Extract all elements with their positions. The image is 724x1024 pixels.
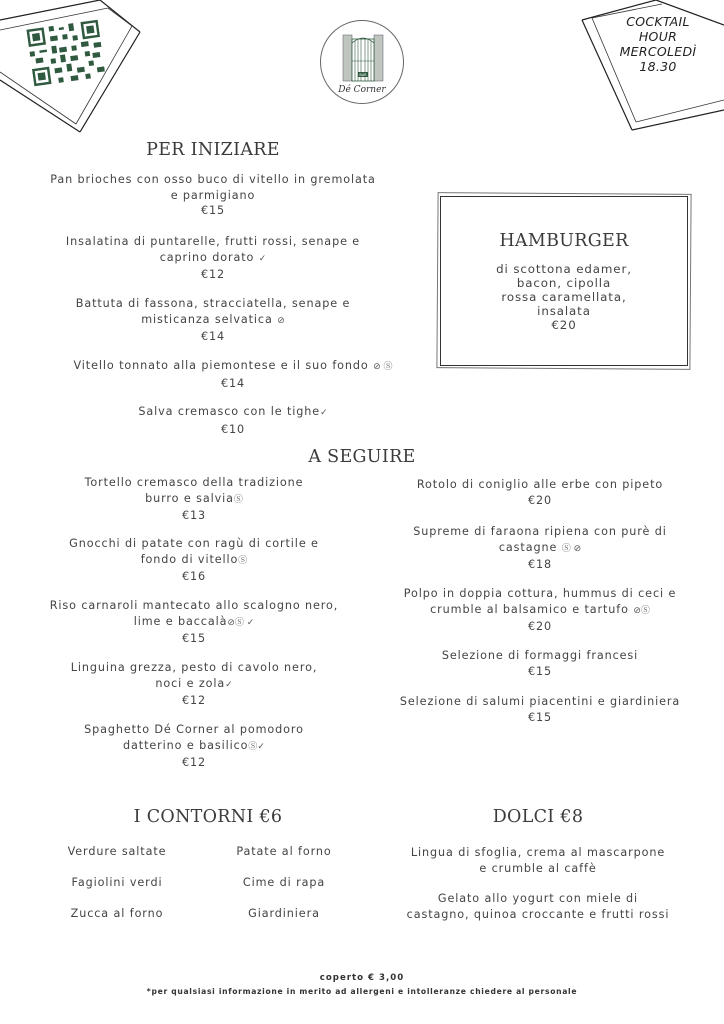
menu-item: [20, 358, 446, 391]
allergen-note: *per qualsiasi informazione in merito ad allergeni e intolleranze chiedere al personale: [146, 987, 578, 996]
item-line: Lingua di sfoglia, crema al mascarpone: [410, 846, 666, 859]
item-line: Linguina grezza, pesto di cavolo nero,: [70, 661, 318, 674]
side-item: Fagiolini verdi: [71, 876, 163, 889]
item-price: €14: [220, 376, 246, 390]
item-line: e crumble al caffè: [479, 861, 597, 875]
sides-heading: I CONTORNI €6: [133, 807, 283, 827]
item-line: crumble al balsamico e tartufo: [430, 602, 629, 616]
side-item: Cime di rapa: [242, 876, 326, 889]
promo-line: 18.30: [639, 59, 677, 74]
item-price: €13: [181, 509, 207, 522]
dietary-icons: ✓: [258, 253, 267, 264]
dietary-icons: Ⓢ ⊘: [561, 543, 582, 554]
item-price: €14: [200, 330, 226, 343]
item-price: €12: [181, 694, 207, 707]
item-price: €10: [220, 422, 246, 436]
dietary-icons: ⊘: [277, 315, 285, 326]
dessert-item: [378, 845, 698, 876]
menu-item: [370, 586, 710, 635]
item-line: Gelato allo yogurt con miele di: [437, 892, 639, 905]
qr-code-area: [0, 0, 150, 150]
menu-item: [20, 404, 446, 437]
item-price: €20: [527, 493, 553, 507]
item-line: Polpo in doppia cottura, hummus di ceci e: [403, 587, 677, 600]
feature-line: rossa caramellata,: [501, 290, 627, 304]
side-item: Patate al forno: [236, 845, 332, 858]
mains-heading: A SEGUIRE: [308, 447, 416, 467]
side-item: Zucca al forno: [70, 907, 164, 920]
item-price: €15: [527, 664, 553, 678]
promo-line: HOUR: [638, 29, 678, 44]
menu-item: [370, 524, 710, 573]
item-line: Spaghetto Dé Corner al pomodoro: [84, 723, 304, 736]
item-line: Insalatina di puntarelle, frutti rossi, senape e: [65, 235, 361, 248]
feature-line: insalata: [537, 304, 591, 318]
item-line: castagne: [498, 540, 558, 554]
item-line: Supreme di faraona ripiena con purè di: [413, 525, 667, 538]
desserts-heading: DOLCI €8: [492, 807, 584, 827]
item-line: Battuta di fassona, stracciatella, senape e: [75, 297, 351, 310]
item-price: €15: [181, 632, 207, 645]
item-line: lime e baccalà: [133, 614, 228, 628]
item-price: €15: [527, 710, 553, 724]
item-line: burro e salvia: [145, 491, 234, 505]
dietary-icons: Ⓢ: [233, 494, 243, 505]
promo-line: COCKTAIL: [626, 14, 690, 29]
dietary-icons: ✓: [320, 408, 328, 418]
dietary-icons: ⊘Ⓢ ✓: [227, 617, 255, 628]
side-item: Verdure saltate: [67, 845, 167, 858]
item-line: Riso carnaroli mantecato allo scalogno nero,: [49, 599, 339, 612]
qr-code-icon[interactable]: [26, 19, 105, 86]
feature-price: €20: [551, 318, 577, 332]
item-line: caprino dorato: [159, 250, 255, 264]
item-price: €18: [527, 558, 553, 571]
item-line: e parmigiano: [170, 188, 256, 202]
side-item: Giardiniera: [248, 907, 320, 920]
menu-item: [370, 648, 710, 679]
feature-line: bacon, cipolla: [516, 276, 612, 290]
feature-description: [448, 262, 680, 332]
dietary-icons: Ⓢ✓: [248, 741, 265, 752]
item-price: €15: [200, 204, 226, 217]
restaurant-logo: [320, 20, 404, 104]
menu-item: [370, 477, 710, 508]
starters-heading: PER INIZIARE: [146, 140, 280, 160]
menu-item: [20, 234, 406, 283]
logo-script-name: Dé Corner: [338, 85, 386, 95]
menu-item: [14, 475, 374, 524]
item-price: €12: [200, 268, 226, 281]
menu-item: [370, 694, 710, 725]
item-line: Tortello cremasco della tradizione: [84, 476, 304, 489]
item-line: datterino e basilico: [123, 738, 249, 752]
feature-line: di scottona edamer,: [496, 262, 632, 276]
menu-item: [20, 296, 406, 345]
item-line: Rotolo di coniglio alle erbe con pipeto: [416, 478, 664, 491]
menu-item: [14, 660, 374, 709]
dietary-icons: ⊘ Ⓢ: [373, 362, 393, 372]
menu-item: [20, 172, 406, 219]
dietary-icons: ⊘Ⓢ: [633, 605, 650, 616]
item-line: Salva cremasco con le tighe: [138, 405, 321, 418]
cover-charge: coperto € 3,00: [319, 973, 405, 983]
dietary-icons: Ⓢ: [238, 555, 248, 566]
item-line: Selezione di salumi piacentini e giardiniera: [399, 695, 681, 708]
item-line: fondo di vitello: [140, 552, 239, 566]
cocktail-hour-promo: [603, 14, 713, 74]
logo-bar-text: BAR: [359, 72, 367, 77]
promo-line: MERCOLEDÌ: [619, 44, 697, 59]
menu-item: [14, 536, 374, 585]
item-price: €16: [181, 570, 207, 583]
item-line: noci e zola: [155, 676, 226, 690]
dietary-icons: ✓: [225, 679, 233, 690]
item-line: misticanza selvatica: [141, 312, 273, 326]
item-line: Gnocchi di patate con ragù di cortile e: [69, 537, 319, 550]
item-price: €12: [181, 756, 207, 769]
item-line: Vitello tonnato alla piemontese e il suo fondo: [73, 359, 369, 372]
menu-item: [14, 722, 374, 771]
item-line: castagno, quinoa croccante e frutti rossi: [406, 907, 670, 921]
feature-heading: HAMBURGER: [499, 231, 629, 251]
item-price: €20: [527, 620, 553, 633]
item-line: Selezione di formaggi francesi: [441, 649, 639, 662]
item-line: Pan brioches con osso buco di vitello in gremolata: [50, 173, 376, 186]
dessert-item: [378, 891, 698, 922]
menu-item: [14, 598, 374, 647]
